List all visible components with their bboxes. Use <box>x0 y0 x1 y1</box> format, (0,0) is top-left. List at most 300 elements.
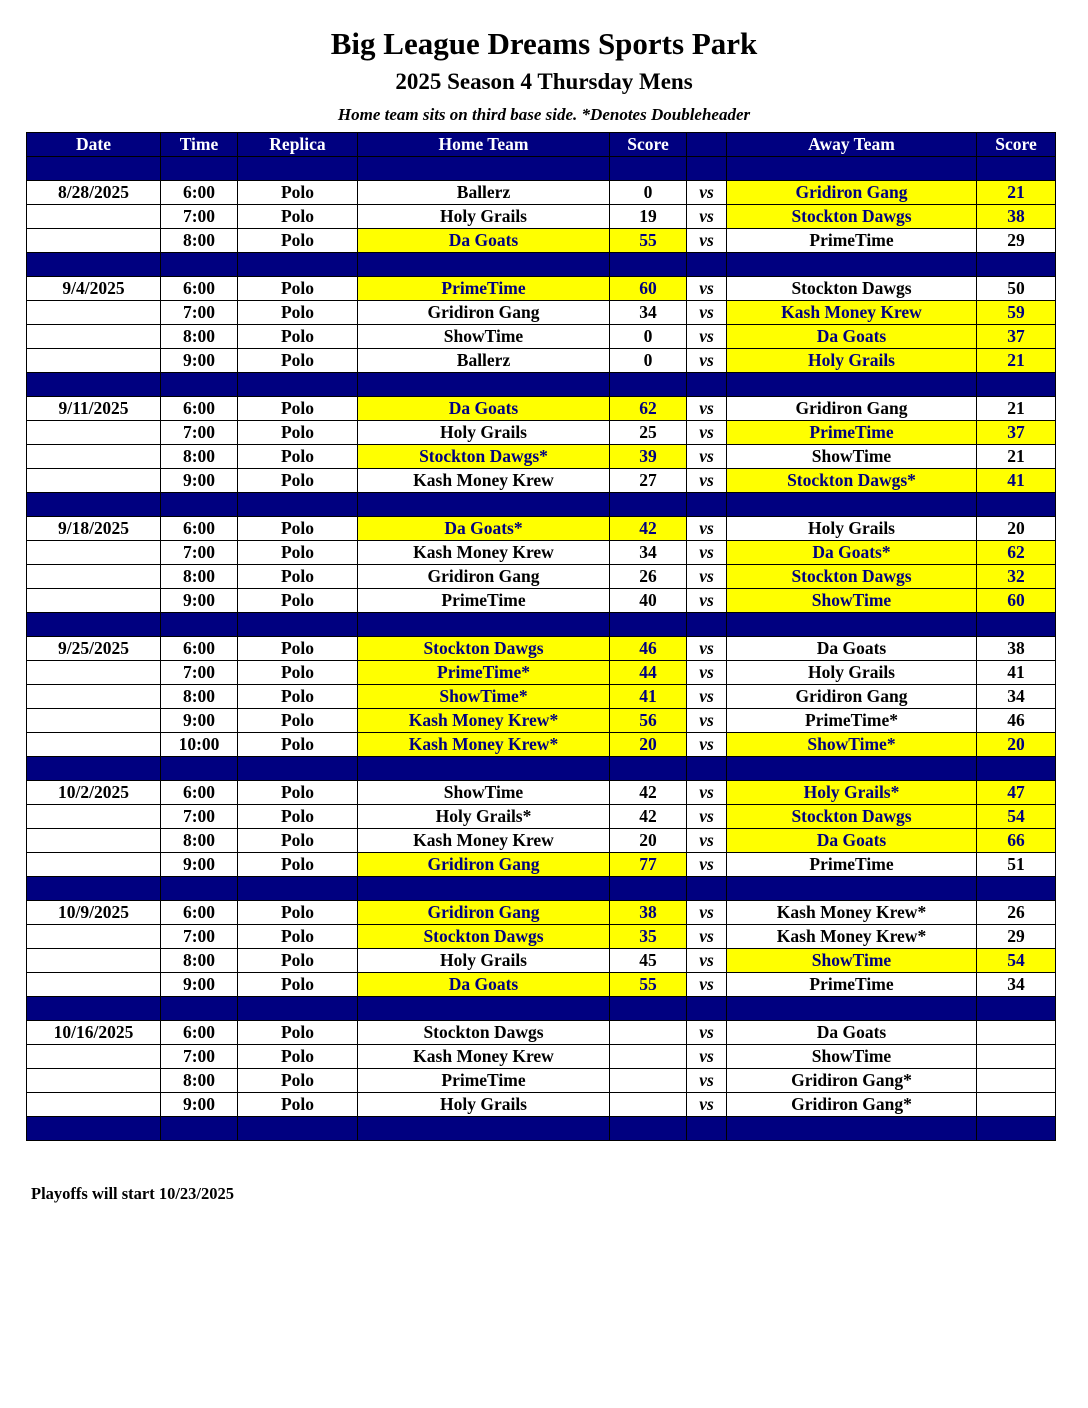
away-score-cell <box>977 1093 1056 1117</box>
home-score-cell: 56 <box>610 709 687 733</box>
table-row <box>27 925 1056 949</box>
separator-cell <box>727 373 977 397</box>
separator-cell <box>238 157 358 181</box>
table-row <box>27 325 1056 349</box>
table-row <box>27 445 1056 469</box>
separator-cell <box>238 253 358 277</box>
time-cell: 9:00 <box>161 709 238 733</box>
date-cell <box>27 709 161 733</box>
separator-cell <box>977 757 1056 781</box>
home-score-cell: 46 <box>610 637 687 661</box>
home-team-cell: PrimeTime <box>358 589 610 613</box>
away-score-cell: 41 <box>977 661 1056 685</box>
separator-cell <box>727 997 977 1021</box>
away-team-cell: Da Goats <box>727 637 977 661</box>
away-team-cell: Stockton Dawgs <box>727 277 977 301</box>
vs-cell: vs <box>687 589 727 613</box>
away-score-cell: 50 <box>977 277 1056 301</box>
away-score-cell: 21 <box>977 397 1056 421</box>
home-team-cell: PrimeTime* <box>358 661 610 685</box>
home-score-cell: 60 <box>610 277 687 301</box>
home-team-cell: Kash Money Krew* <box>358 733 610 757</box>
table-row <box>27 949 1056 973</box>
time-cell: 6:00 <box>161 1021 238 1045</box>
date-cell <box>27 1093 161 1117</box>
time-cell: 8:00 <box>161 325 238 349</box>
schedule-table <box>26 132 1056 1141</box>
away-score-cell <box>977 1045 1056 1069</box>
home-team-cell: Kash Money Krew* <box>358 709 610 733</box>
home-score-cell: 62 <box>610 397 687 421</box>
column-header-time: Time <box>161 133 238 157</box>
separator-cell <box>687 1117 727 1141</box>
away-score-cell: 21 <box>977 445 1056 469</box>
replica-cell: Polo <box>238 949 358 973</box>
away-team-cell: Kash Money Krew* <box>727 925 977 949</box>
week-separator-row <box>27 1117 1056 1141</box>
away-team-cell: Holy Grails <box>727 661 977 685</box>
time-cell: 7:00 <box>161 661 238 685</box>
replica-cell: Polo <box>238 805 358 829</box>
separator-cell <box>610 877 687 901</box>
table-row <box>27 181 1056 205</box>
replica-cell: Polo <box>238 421 358 445</box>
date-cell: 9/18/2025 <box>27 517 161 541</box>
away-team-cell: Gridiron Gang <box>727 181 977 205</box>
vs-cell: vs <box>687 301 727 325</box>
away-score-cell: 54 <box>977 805 1056 829</box>
home-score-cell: 25 <box>610 421 687 445</box>
table-row <box>27 397 1056 421</box>
replica-cell: Polo <box>238 565 358 589</box>
away-score-cell: 62 <box>977 541 1056 565</box>
separator-cell <box>610 997 687 1021</box>
date-cell <box>27 829 161 853</box>
home-score-cell: 77 <box>610 853 687 877</box>
away-score-cell: 29 <box>977 925 1056 949</box>
time-cell: 6:00 <box>161 637 238 661</box>
separator-cell <box>27 757 161 781</box>
separator-cell <box>358 373 610 397</box>
table-row <box>27 901 1056 925</box>
date-cell <box>27 949 161 973</box>
home-team-cell: Stockton Dawgs <box>358 1021 610 1045</box>
away-score-cell: 37 <box>977 325 1056 349</box>
separator-cell <box>238 493 358 517</box>
separator-cell <box>161 997 238 1021</box>
separator-cell <box>238 757 358 781</box>
away-team-cell: Gridiron Gang* <box>727 1093 977 1117</box>
date-cell: 9/4/2025 <box>27 277 161 301</box>
away-score-cell: 66 <box>977 829 1056 853</box>
table-row <box>27 733 1056 757</box>
table-row <box>27 661 1056 685</box>
vs-cell: vs <box>687 829 727 853</box>
time-cell: 8:00 <box>161 565 238 589</box>
away-team-cell: Gridiron Gang <box>727 397 977 421</box>
date-cell <box>27 229 161 253</box>
away-score-cell: 46 <box>977 709 1056 733</box>
date-cell <box>27 541 161 565</box>
separator-cell <box>687 613 727 637</box>
separator-cell <box>610 1117 687 1141</box>
away-team-cell: PrimeTime <box>727 853 977 877</box>
away-team-cell: Da Goats* <box>727 541 977 565</box>
replica-cell: Polo <box>238 685 358 709</box>
time-cell: 10:00 <box>161 733 238 757</box>
home-team-cell: Kash Money Krew <box>358 1045 610 1069</box>
separator-cell <box>238 997 358 1021</box>
away-team-cell: Stockton Dawgs <box>727 565 977 589</box>
vs-cell: vs <box>687 1045 727 1069</box>
time-cell: 6:00 <box>161 901 238 925</box>
separator-cell <box>238 877 358 901</box>
away-team-cell: Holy Grails <box>727 349 977 373</box>
replica-cell: Polo <box>238 901 358 925</box>
replica-cell: Polo <box>238 1093 358 1117</box>
date-cell: 10/2/2025 <box>27 781 161 805</box>
time-cell: 7:00 <box>161 541 238 565</box>
table-row <box>27 685 1056 709</box>
separator-cell <box>687 157 727 181</box>
away-score-cell: 41 <box>977 469 1056 493</box>
separator-cell <box>727 253 977 277</box>
separator-cell <box>27 157 161 181</box>
replica-cell: Polo <box>238 1045 358 1069</box>
away-team-cell: Da Goats <box>727 325 977 349</box>
away-score-cell: 37 <box>977 421 1056 445</box>
away-team-cell: ShowTime <box>727 445 977 469</box>
home-team-cell: Da Goats <box>358 973 610 997</box>
vs-cell: vs <box>687 421 727 445</box>
home-team-cell: Gridiron Gang <box>358 565 610 589</box>
away-team-cell: Stockton Dawgs <box>727 805 977 829</box>
home-score-cell <box>610 1045 687 1069</box>
home-score-cell: 42 <box>610 805 687 829</box>
time-cell: 8:00 <box>161 685 238 709</box>
replica-cell: Polo <box>238 397 358 421</box>
away-team-cell: Holy Grails* <box>727 781 977 805</box>
home-score-cell: 55 <box>610 229 687 253</box>
away-score-cell <box>977 1021 1056 1045</box>
vs-cell: vs <box>687 661 727 685</box>
replica-cell: Polo <box>238 781 358 805</box>
page-title: Big League Dreams Sports Park <box>330 26 758 61</box>
vs-cell: vs <box>687 949 727 973</box>
time-cell: 6:00 <box>161 517 238 541</box>
date-cell: 9/25/2025 <box>27 637 161 661</box>
time-cell: 7:00 <box>161 925 238 949</box>
away-team-cell: ShowTime <box>727 589 977 613</box>
home-score-cell <box>610 1021 687 1045</box>
separator-cell <box>161 157 238 181</box>
date-cell <box>27 733 161 757</box>
away-team-cell: Kash Money Krew <box>727 301 977 325</box>
week-separator-row <box>27 253 1056 277</box>
replica-cell: Polo <box>238 733 358 757</box>
separator-cell <box>27 1117 161 1141</box>
column-header-replica: Replica <box>238 133 358 157</box>
home-team-cell: Holy Grails <box>358 949 610 973</box>
separator-cell <box>27 253 161 277</box>
home-score-cell: 55 <box>610 973 687 997</box>
home-team-cell: Holy Grails* <box>358 805 610 829</box>
home-team-cell: Gridiron Gang <box>358 901 610 925</box>
away-score-cell: 21 <box>977 181 1056 205</box>
date-cell <box>27 805 161 829</box>
separator-cell <box>238 613 358 637</box>
replica-cell: Polo <box>238 445 358 469</box>
replica-cell: Polo <box>238 541 358 565</box>
vs-cell: vs <box>687 925 727 949</box>
home-team-cell: ShowTime <box>358 325 610 349</box>
vs-cell: vs <box>687 637 727 661</box>
time-cell: 7:00 <box>161 421 238 445</box>
date-cell <box>27 925 161 949</box>
replica-cell: Polo <box>238 325 358 349</box>
vs-cell: vs <box>687 973 727 997</box>
separator-cell <box>687 253 727 277</box>
separator-cell <box>27 997 161 1021</box>
away-score-cell: 34 <box>977 973 1056 997</box>
replica-cell: Polo <box>238 469 358 493</box>
table-row <box>27 1093 1056 1117</box>
away-score-cell: 51 <box>977 853 1056 877</box>
replica-cell: Polo <box>238 973 358 997</box>
vs-cell: vs <box>687 469 727 493</box>
schedule-body <box>27 157 1056 1141</box>
time-cell: 9:00 <box>161 349 238 373</box>
separator-cell <box>687 373 727 397</box>
separator-cell <box>358 1117 610 1141</box>
replica-cell: Polo <box>238 1069 358 1093</box>
schedule-note: Home team sits on third base side. *Denotes Doubleheader <box>337 105 751 124</box>
time-cell: 6:00 <box>161 781 238 805</box>
table-row <box>27 709 1056 733</box>
away-score-cell: 29 <box>977 229 1056 253</box>
time-cell: 8:00 <box>161 829 238 853</box>
replica-cell: Polo <box>238 637 358 661</box>
away-team-cell: PrimeTime <box>727 973 977 997</box>
home-score-cell: 27 <box>610 469 687 493</box>
replica-cell: Polo <box>238 349 358 373</box>
separator-cell <box>238 1117 358 1141</box>
vs-cell: vs <box>687 901 727 925</box>
home-score-cell: 20 <box>610 829 687 853</box>
separator-cell <box>727 757 977 781</box>
time-cell: 7:00 <box>161 1045 238 1069</box>
away-team-cell: Gridiron Gang <box>727 685 977 709</box>
separator-cell <box>161 1117 238 1141</box>
away-score-cell: 38 <box>977 205 1056 229</box>
week-separator-row <box>27 877 1056 901</box>
replica-cell: Polo <box>238 1021 358 1045</box>
playoffs-note: Playoffs will start 10/23/2025 <box>31 1184 235 1203</box>
date-cell <box>27 349 161 373</box>
vs-cell: vs <box>687 709 727 733</box>
vs-cell: vs <box>687 685 727 709</box>
vs-cell: vs <box>687 733 727 757</box>
replica-cell: Polo <box>238 181 358 205</box>
time-cell: 8:00 <box>161 229 238 253</box>
table-row <box>27 229 1056 253</box>
table-row <box>27 349 1056 373</box>
home-team-cell: Holy Grails <box>358 1093 610 1117</box>
separator-cell <box>610 253 687 277</box>
home-team-cell: Da Goats* <box>358 517 610 541</box>
home-score-cell <box>610 1093 687 1117</box>
home-team-cell: Kash Money Krew <box>358 469 610 493</box>
date-cell <box>27 685 161 709</box>
time-cell: 8:00 <box>161 949 238 973</box>
home-score-cell: 40 <box>610 589 687 613</box>
time-cell: 8:00 <box>161 445 238 469</box>
table-row <box>27 1021 1056 1045</box>
separator-cell <box>161 877 238 901</box>
separator-cell <box>358 253 610 277</box>
vs-cell: vs <box>687 805 727 829</box>
away-team-cell: Holy Grails <box>727 517 977 541</box>
week-separator-row <box>27 613 1056 637</box>
date-cell: 8/28/2025 <box>27 181 161 205</box>
separator-cell <box>358 493 610 517</box>
time-cell: 6:00 <box>161 181 238 205</box>
separator-cell <box>727 613 977 637</box>
away-score-cell <box>977 1069 1056 1093</box>
away-team-cell: ShowTime <box>727 1045 977 1069</box>
vs-cell: vs <box>687 565 727 589</box>
table-row <box>27 805 1056 829</box>
separator-cell <box>238 373 358 397</box>
separator-cell <box>27 373 161 397</box>
home-score-cell: 0 <box>610 181 687 205</box>
vs-cell: vs <box>687 277 727 301</box>
date-cell: 10/16/2025 <box>27 1021 161 1045</box>
separator-cell <box>358 613 610 637</box>
week-separator-row <box>27 493 1056 517</box>
date-cell <box>27 445 161 469</box>
date-cell <box>27 421 161 445</box>
separator-cell <box>977 997 1056 1021</box>
week-separator-row <box>27 373 1056 397</box>
away-team-cell: Kash Money Krew* <box>727 901 977 925</box>
home-score-cell: 26 <box>610 565 687 589</box>
home-team-cell: Gridiron Gang <box>358 853 610 877</box>
away-score-cell: 54 <box>977 949 1056 973</box>
table-row <box>27 517 1056 541</box>
column-header-home-score: Score <box>610 133 687 157</box>
vs-cell: vs <box>687 229 727 253</box>
home-team-cell: Holy Grails <box>358 421 610 445</box>
home-score-cell: 35 <box>610 925 687 949</box>
separator-cell <box>358 877 610 901</box>
replica-cell: Polo <box>238 205 358 229</box>
separator-cell <box>977 877 1056 901</box>
date-cell <box>27 853 161 877</box>
away-team-cell: ShowTime* <box>727 733 977 757</box>
separator-cell <box>161 613 238 637</box>
home-score-cell: 19 <box>610 205 687 229</box>
time-cell: 6:00 <box>161 397 238 421</box>
away-team-cell: Gridiron Gang* <box>727 1069 977 1093</box>
away-team-cell: Stockton Dawgs <box>727 205 977 229</box>
away-score-cell: 32 <box>977 565 1056 589</box>
separator-cell <box>687 997 727 1021</box>
table-row <box>27 421 1056 445</box>
page-subtitle: 2025 Season 4 Thursday Mens <box>395 69 693 94</box>
table-row <box>27 301 1056 325</box>
separator-cell <box>977 613 1056 637</box>
separator-cell <box>977 157 1056 181</box>
table-row <box>27 829 1056 853</box>
home-team-cell: Stockton Dawgs <box>358 925 610 949</box>
vs-cell: vs <box>687 445 727 469</box>
home-team-cell: Ballerz <box>358 181 610 205</box>
separator-cell <box>161 757 238 781</box>
separator-cell <box>727 493 977 517</box>
separator-cell <box>27 493 161 517</box>
separator-cell <box>687 757 727 781</box>
separator-cell <box>727 877 977 901</box>
column-header-home-team: Home Team <box>358 133 610 157</box>
table-row <box>27 205 1056 229</box>
separator-cell <box>161 493 238 517</box>
separator-cell <box>727 1117 977 1141</box>
column-header-away-team: Away Team <box>727 133 977 157</box>
away-score-cell: 60 <box>977 589 1056 613</box>
vs-cell: vs <box>687 325 727 349</box>
vs-cell: vs <box>687 781 727 805</box>
separator-cell <box>358 997 610 1021</box>
separator-cell <box>687 877 727 901</box>
away-team-cell: ShowTime <box>727 949 977 973</box>
table-row <box>27 277 1056 301</box>
table-row <box>27 973 1056 997</box>
separator-cell <box>610 493 687 517</box>
separator-cell <box>610 373 687 397</box>
separator-cell <box>977 1117 1056 1141</box>
separator-cell <box>610 157 687 181</box>
date-cell <box>27 589 161 613</box>
vs-cell: vs <box>687 853 727 877</box>
home-team-cell: Stockton Dawgs <box>358 637 610 661</box>
away-score-cell: 47 <box>977 781 1056 805</box>
replica-cell: Polo <box>238 661 358 685</box>
home-score-cell <box>610 1069 687 1093</box>
time-cell: 9:00 <box>161 973 238 997</box>
table-row <box>27 541 1056 565</box>
home-score-cell: 45 <box>610 949 687 973</box>
separator-cell <box>358 157 610 181</box>
table-row <box>27 781 1056 805</box>
table-row <box>27 637 1056 661</box>
away-score-cell: 21 <box>977 349 1056 373</box>
away-score-cell: 38 <box>977 637 1056 661</box>
home-score-cell: 0 <box>610 349 687 373</box>
column-header-vs <box>687 133 727 157</box>
away-team-cell: Da Goats <box>727 829 977 853</box>
home-score-cell: 20 <box>610 733 687 757</box>
vs-cell: vs <box>687 205 727 229</box>
column-header-date: Date <box>27 133 161 157</box>
home-score-cell: 39 <box>610 445 687 469</box>
separator-cell <box>977 253 1056 277</box>
separator-cell <box>161 373 238 397</box>
date-cell <box>27 325 161 349</box>
vs-cell: vs <box>687 349 727 373</box>
home-team-cell: Kash Money Krew <box>358 541 610 565</box>
away-team-cell: Stockton Dawgs* <box>727 469 977 493</box>
